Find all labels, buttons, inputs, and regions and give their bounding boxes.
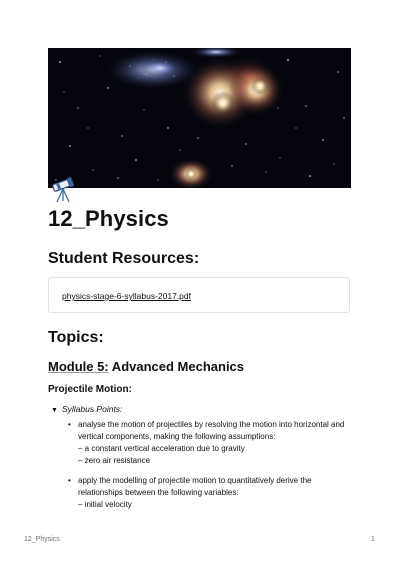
toggle-label: Syllabus Points: — [61, 404, 123, 414]
bullet-icon: • — [68, 476, 71, 485]
cover-image — [48, 48, 351, 188]
syllabus-file-link[interactable]: physics-stage-6-syllabus-2017.pdf — [62, 291, 191, 301]
footer-document-name: 12_Physics — [24, 536, 60, 543]
point-subline: – zero air resistance — [78, 456, 151, 465]
syllabus-points-list — [66, 419, 356, 519]
bullet-icon: • — [68, 420, 71, 429]
syllabus-points-toggle[interactable] — [51, 404, 122, 414]
file-embed[interactable] — [48, 277, 350, 313]
projectile-motion-heading: Projectile Motion: — [48, 384, 132, 395]
point-subline: – a constant vertical acceleration due to gravity — [78, 444, 245, 453]
telescope-icon — [51, 175, 77, 203]
list-item — [66, 419, 356, 467]
student-resources-heading: Student Resources: — [48, 250, 200, 267]
point-text: apply the modelling of projectile motion to quantitatively derive the relationships between the following variables: — [78, 476, 312, 497]
module-link[interactable]: Module 5: — [48, 359, 109, 374]
point-text: analyse the motion of projectiles by resolving the motion into horizontal and vertical components, making the following assumptions: — [78, 420, 345, 441]
module-heading — [48, 359, 244, 374]
space-galaxy-image — [48, 48, 351, 188]
triangle-down-icon[interactable]: ▼ — [51, 407, 58, 414]
page-title: 12_Physics — [48, 206, 169, 231]
module-name: Advanced Mechanics — [108, 359, 245, 374]
point-subline: – initial velocity — [78, 500, 132, 509]
list-item — [66, 475, 356, 511]
topics-heading: Topics: — [48, 329, 104, 346]
footer-page-number: 1 — [371, 536, 375, 543]
